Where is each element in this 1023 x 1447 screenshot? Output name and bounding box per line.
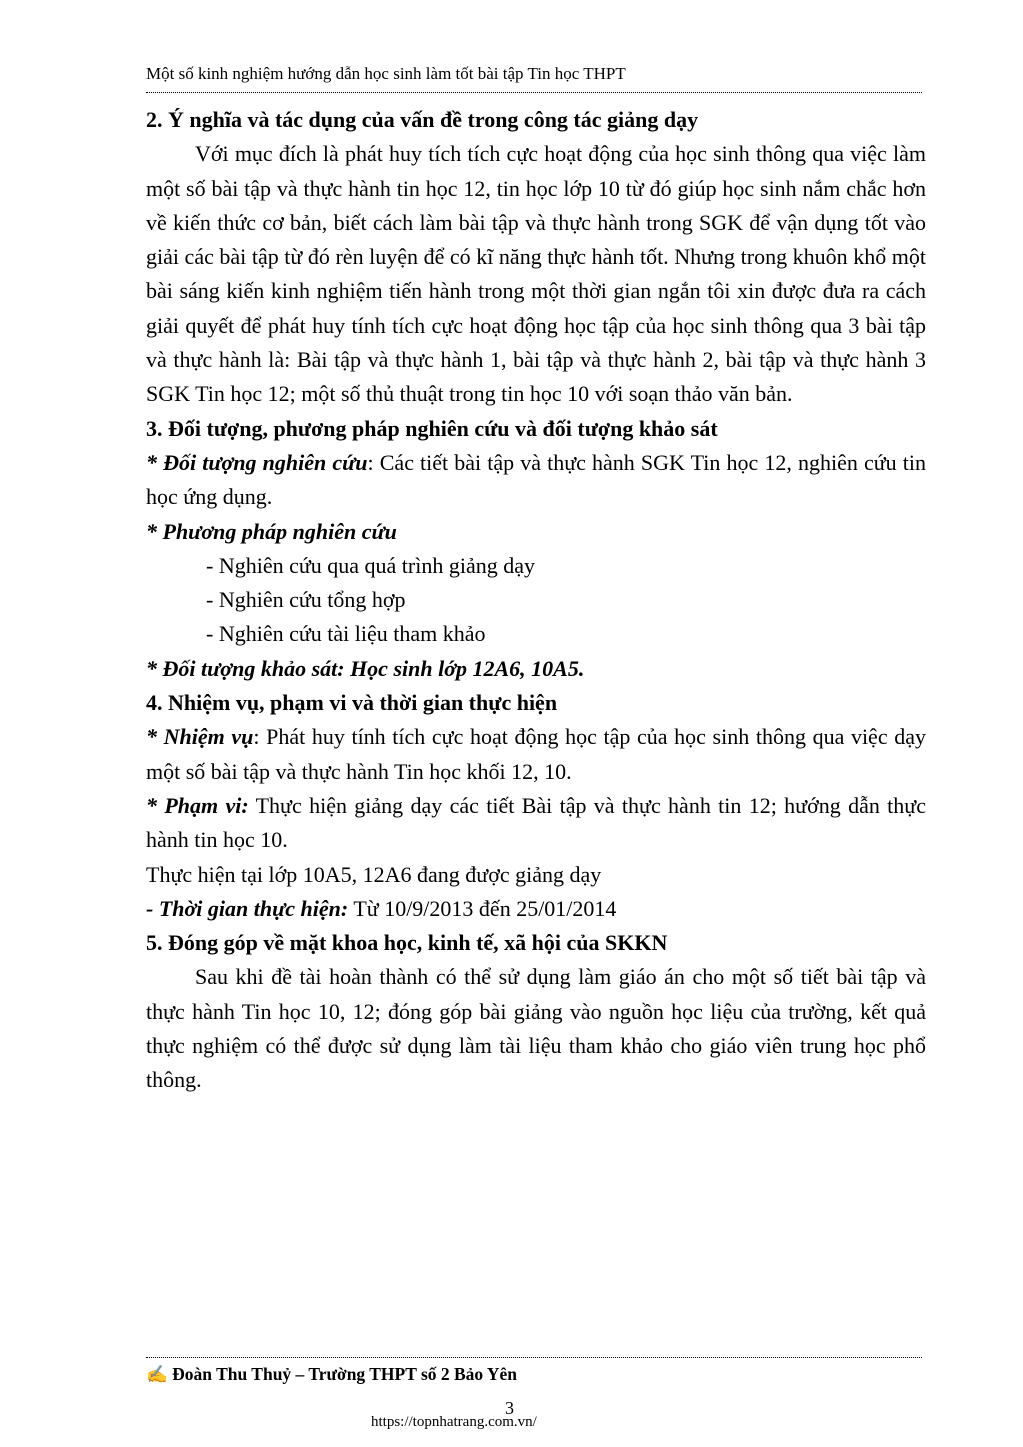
scope-text: Thực hiện giảng dạy các tiết Bài tập và thực hành tin 12; hướng dẫn thực hành tin học 10.: [146, 792, 926, 853]
methods-label: * Phương pháp nghiên cứu: [146, 518, 397, 544]
section-3-title: 3. Đối tượng, phương pháp nghiên cứu và đối tượng khảo sát: [146, 415, 718, 441]
research-object: [146, 446, 926, 515]
time: [146, 892, 926, 926]
page-number: 3: [505, 1398, 514, 1418]
page-content: [146, 103, 926, 1098]
scope: [146, 789, 926, 858]
footer-author: Đoàn Thu Thuỷ – Trường THPT số 2 Bảo Yên: [172, 1364, 518, 1384]
writing-hand-icon: ✍: [146, 1364, 168, 1384]
time-text: Từ 10/9/2013 đến 25/01/2014: [348, 895, 617, 921]
header-divider: [146, 92, 922, 93]
section-4-title: 4. Nhiệm vụ, phạm vi và thời gian thực hiện: [146, 690, 558, 716]
section-2-paragraph: Với mục đích là phát huy tích tích cực hoạt động của học sinh thông qua việc làm một số bài tập và thực hành tin học 12, tin học lớp 10 từ đó giúp học sinh nắm chắc hơn về kiến thức cơ bản, biết cách làm bài tập và thực hành trong SGK để vận dụng tốt vào giải các bài tập từ đó rèn luyện để có kĩ năng thực hành tốt. Nhưng trong khuôn khổ một bài sáng kiến kinh nghiệm tiến hành trong một thời gian ngắn tôi xin được đưa ra cách giải quyết để phát huy tính tích cực hoạt động học tập của học sinh thông qua 3 bài tập và thực hành là: Bài tập và thực hành 1, bài tập và thực hành 2, bài tập và thực hành 3 SGK Tin học 12; một số thủ thuật trong tin học 10 với soạn thảo văn bản.: [146, 141, 926, 407]
method-item: - Nghiên cứu tài liệu tham khảo: [206, 621, 486, 647]
research-object-label: * Đối tượng nghiên cứu: [146, 449, 368, 475]
section-5-paragraph: Sau khi đề tài hoàn thành có thể sử dụng làm giáo án cho một số tiết bài tập và thực hành Tin học 10, 12; đóng góp bài giảng vào nguồn học liệu của trường, kết quả thực nghiệm có thể được sử dụng làm tài liệu tham khảo cho giáo viên trung học phổ thông.: [146, 964, 926, 1093]
section-5-title: 5. Đóng góp về mặt khoa học, kinh tế, xã hội của SKKN: [146, 930, 668, 956]
footer-author-line: [146, 1362, 517, 1386]
location: Thực hiện tại lớp 10A5, 12A6 đang được giảng dạy: [146, 861, 602, 887]
task-text: : Phát huy tính tích cực hoạt động học tập của học sinh thông qua việc dạy một số bài tập và thực hành Tin học khối 12, 10.: [146, 724, 926, 784]
section-2-title: 2. Ý nghĩa và tác dụng của vấn đề trong công tác giảng dạy: [146, 107, 699, 132]
method-item: - Nghiên cứu tổng hợp: [206, 587, 406, 613]
task-label: * Nhiệm vụ: [146, 724, 254, 750]
source-url: https://topnhatrang.com.vn/: [371, 1414, 537, 1430]
survey-object: * Đối tượng khảo sát: Học sinh lớp 12A6, 10A5.: [146, 655, 585, 681]
method-item: - Nghiên cứu qua quá trình giảng dạy: [206, 552, 536, 578]
running-header: Một số kinh nghiệm hướng dẫn học sinh làm tốt bài tập Tin học THPT: [146, 64, 626, 83]
time-label: - Thời gian thực hiện:: [146, 895, 349, 921]
footer-divider: [146, 1357, 922, 1358]
task: [146, 720, 926, 789]
research-object-text: : Các tiết bài tập và thực hành SGK Tin học 12, nghiên cứu tin học ứng dụng.: [146, 449, 926, 510]
scope-label: * Phạm vi:: [146, 792, 249, 818]
